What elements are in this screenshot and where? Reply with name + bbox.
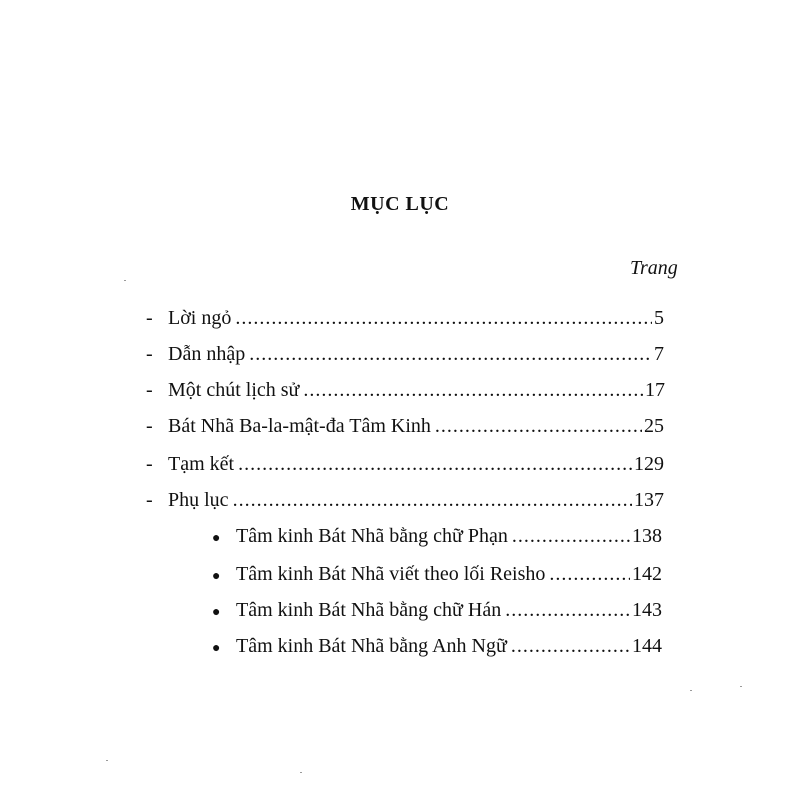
scan-speck <box>690 690 692 691</box>
dot-leader <box>238 450 632 478</box>
toc-entry-label: Tâm kinh Bát Nhã bằng chữ Phạn <box>236 525 508 547</box>
toc-entry-label: Tạm kết <box>168 453 235 475</box>
toc-entry <box>146 304 664 332</box>
bullet-icon: ● <box>212 605 221 620</box>
toc-entry <box>146 412 664 440</box>
bullet-icon: ● <box>212 641 221 656</box>
toc-sub-entry <box>212 632 662 660</box>
page-column-label: Trang <box>630 257 678 279</box>
toc-entry-page: 142 <box>632 563 662 585</box>
toc-entry-page: 25 <box>644 415 664 437</box>
toc-entry-label: Một chút lịch sử <box>168 379 300 401</box>
toc-sub-entry <box>212 522 662 550</box>
toc-entry <box>146 340 664 368</box>
toc-entry <box>146 376 665 404</box>
dot-leader <box>511 632 630 660</box>
toc-entry-page: 129 <box>634 453 664 475</box>
dash-marker: - <box>146 489 153 511</box>
toc-entry-label: Tâm kinh Bát Nhã bằng Anh Ngữ <box>236 635 507 657</box>
scan-speck <box>300 772 302 773</box>
toc-entry-page: 5 <box>654 307 664 329</box>
toc-entry-label: Tâm kinh Bát Nhã bằng chữ Hán <box>236 599 502 621</box>
toc-entry-label: Dẫn nhập <box>168 343 246 365</box>
toc-entry-page: 137 <box>634 489 664 511</box>
scan-speck <box>124 280 126 281</box>
dash-marker: - <box>146 415 153 437</box>
toc-entry-label: Bát Nhã Ba-la-mật-đa Tâm Kinh <box>168 415 431 437</box>
toc-entry-page: 144 <box>632 635 662 657</box>
toc-sub-entry <box>212 560 662 588</box>
toc-entry <box>146 450 664 478</box>
dot-leader <box>233 486 632 514</box>
scan-speck <box>106 760 108 761</box>
scan-speck <box>740 686 742 687</box>
dot-leader <box>505 596 630 624</box>
page-title: MỤC LỤC <box>350 193 450 215</box>
bullet-icon: ● <box>212 569 221 584</box>
dash-marker: - <box>146 453 153 475</box>
dot-leader <box>249 340 652 368</box>
dash-marker: - <box>146 379 153 401</box>
toc-entry-page: 143 <box>632 599 662 621</box>
dash-marker: - <box>146 307 153 329</box>
dot-leader <box>435 412 642 440</box>
toc-entry-page: 7 <box>654 343 664 365</box>
dot-leader <box>303 376 643 404</box>
toc-entry-label: Lời ngỏ <box>168 307 232 329</box>
toc-entry-page: 138 <box>632 525 662 547</box>
dot-leader <box>235 304 652 332</box>
dot-leader <box>512 522 630 550</box>
toc-sub-entry <box>212 596 662 624</box>
toc-entry <box>146 486 664 514</box>
toc-entry-label: Phụ lục <box>168 489 229 511</box>
toc-entry-label: Tâm kinh Bát Nhã viết theo lối Reisho <box>236 563 546 585</box>
bullet-icon: ● <box>212 531 221 546</box>
toc-entry-page: 17 <box>645 379 665 401</box>
dot-leader <box>549 560 630 588</box>
dash-marker: - <box>146 343 153 365</box>
